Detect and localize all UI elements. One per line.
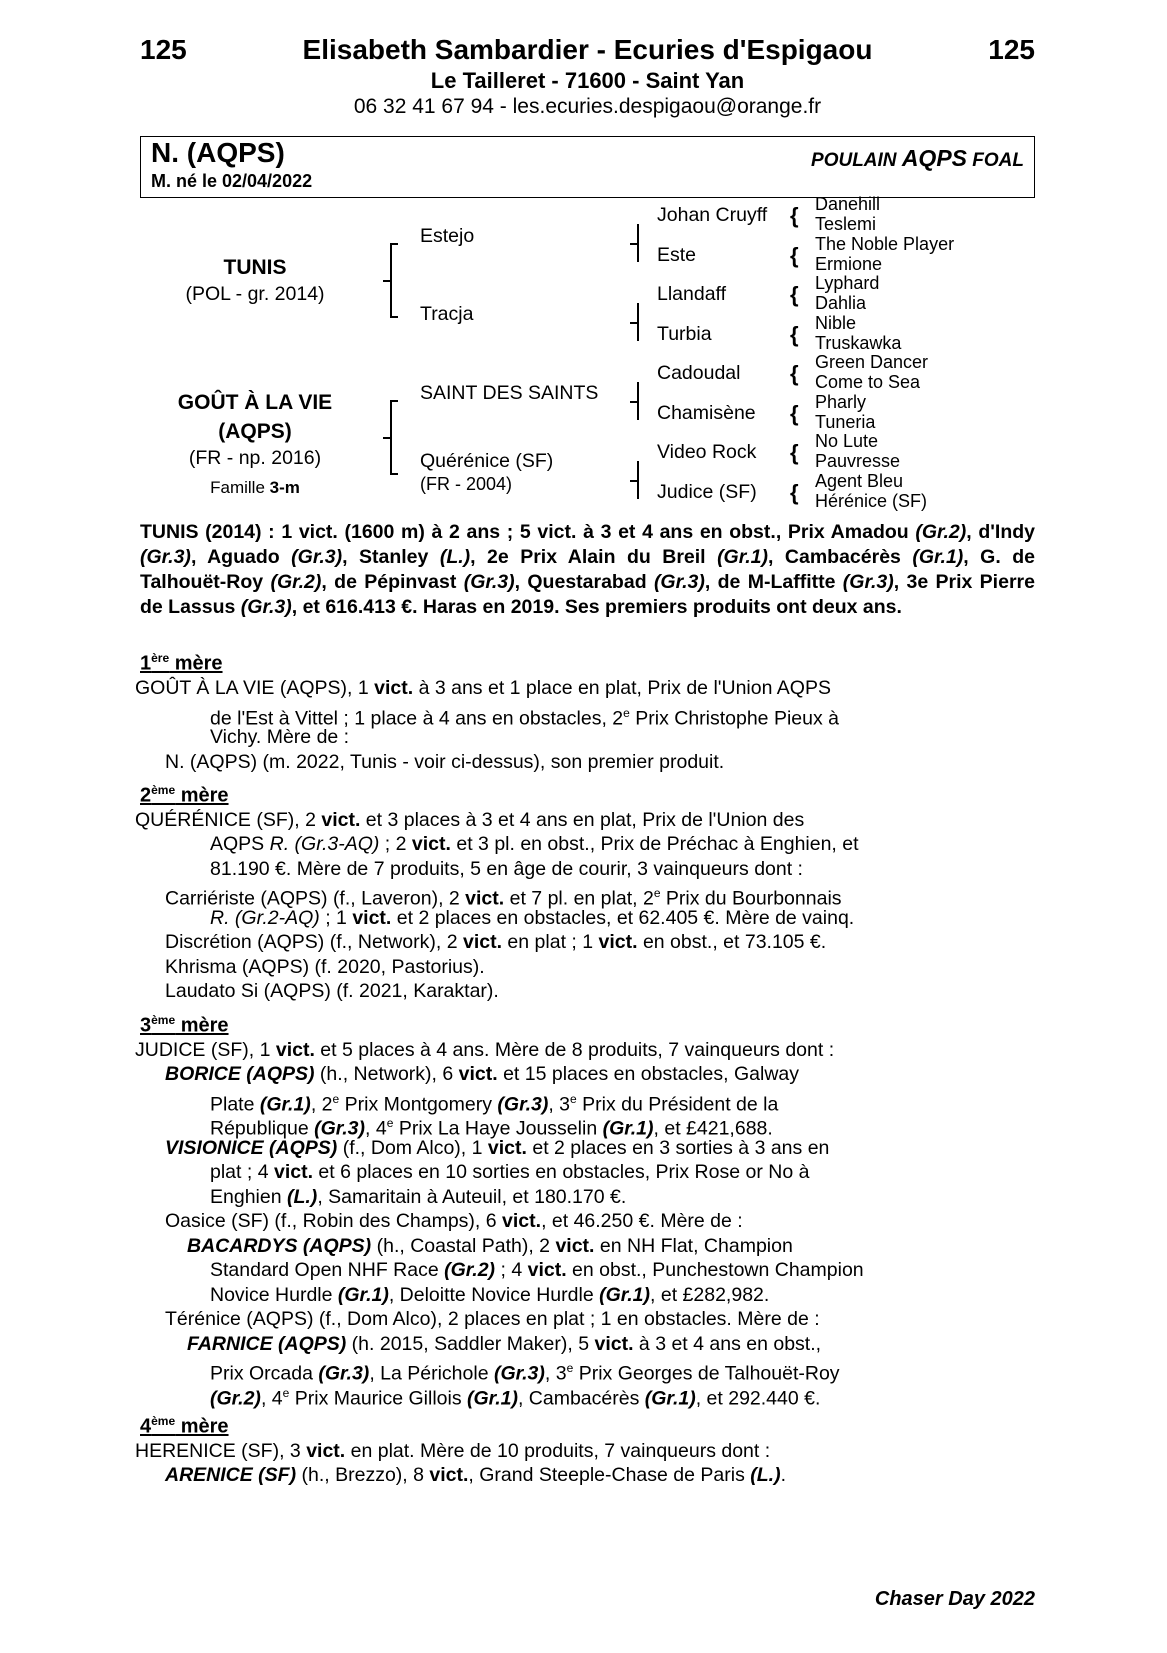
section-third-dam: 3ème mère: [140, 1013, 229, 1037]
ped-gen3: Este: [657, 244, 697, 266]
second-dam-line: 81.190 €. Mère de 7 produits, 5 en âge de courir, 3 vainqueurs dont :: [210, 858, 803, 880]
bracket-tick: [630, 322, 638, 324]
ped-gen4: No Lute: [815, 431, 879, 451]
stallion-description: TUNIS (2014) : 1 vict. (1600 m) à 2 ans ; 5 vict. à 3 et 4 ans en obst., Prix Amadou (Gr.2), d'Indy (Gr.3), Aguado (Gr.3), Stanley (L.), 2e Prix Alain du Breil (Gr.1), Cambacérès (Gr.1), G. de Talhouët-Roy (Gr.2), de Pépinvast (Gr.3), Questarabad (Gr.3), de M-Laffitte (Gr.3), 3e Prix Pierre de Lassus (Gr.3), et 616.413 €. Haras en 2019. Ses premiers produits ont deux ans.: [140, 521, 1035, 618]
produce-line: Standard Open NHF Race (Gr.2) ; 4 vict. en obst., Punchestown Champion: [210, 1259, 864, 1281]
produce-line: Enghien (L.), Samaritain à Auteuil, et 180.170 €.: [210, 1186, 627, 1208]
second-dam-line: AQPS R. (Gr.3-AQ) ; 2 vict. et 3 pl. en obst., Prix de Préchac à Enghien, et: [210, 833, 859, 855]
dam-sire: SAINT DES SAINTS: [420, 382, 599, 404]
sire-detail: (POL - gr. 2014): [185, 283, 325, 305]
third-dam-line: JUDICE (SF), 1 vict. et 5 places à 4 ans. Mère de 8 produits, 7 vainqueurs dont :: [135, 1039, 835, 1061]
ped-gen3: Llandaff: [657, 283, 727, 305]
consignor-title: Elisabeth Sambardier - Ecuries d'Espigaou: [302, 34, 873, 65]
first-dam-line: Vichy. Mère de :: [210, 726, 350, 748]
produce-line: BACARDYS (AQPS) (h., Coastal Path), 2 vict. en NH Flat, Champion: [187, 1235, 793, 1257]
ped-gen3: Cadoudal: [657, 362, 741, 384]
ped-gen4: Lyphard: [815, 273, 880, 293]
bracket-glyph: {: [790, 361, 799, 386]
produce-line: BORICE (AQPS) (h., Network), 6 vict. et 15 places en obstacles, Galway: [165, 1063, 800, 1085]
bracket-glyph: {: [790, 401, 799, 426]
produce-line: Térénice (AQPS) (f., Dom Alco), 2 places en plat ; 1 en obstacles. Mère de :: [165, 1308, 820, 1330]
produce-line: FARNICE (AQPS) (h. 2015, Saddler Maker), 5 vict. à 3 et 4 ans en obst.,: [187, 1333, 822, 1355]
produce-line: Novice Hurdle (Gr.1), Deloitte Novice Hurdle (Gr.1), et £282,982.: [210, 1284, 770, 1306]
produce-line: N. (AQPS) (m. 2022, Tunis - voir ci-dessus), son premier produit.: [165, 751, 725, 773]
produce-line: Oasice (SF) (f., Robin des Champs), 6 vict., et 46.250 €. Mère de :: [165, 1210, 743, 1232]
fourth-dam-line: HERENICE (SF), 3 vict. en plat. Mère de 10 produits, 7 vainqueurs dont :: [135, 1440, 771, 1462]
sire-dam: Tracja: [420, 303, 474, 325]
ped-gen4: Teslemi: [815, 214, 877, 234]
dam-name-2: (AQPS): [218, 420, 292, 443]
produce-line: VISIONICE (AQPS) (f., Dom Alco), 1 vict. et 2 places en 3 sorties à 3 ans en: [165, 1137, 830, 1159]
bracket-glyph: {: [790, 282, 799, 307]
bracket-tick: [383, 437, 391, 439]
produce-line: Carriériste (AQPS) (f., Laveron), 2 vict. et 7 pl. en plat, 2e Prix du Bourbonnais: [165, 886, 842, 910]
ped-gen4: Come to Sea: [815, 372, 921, 392]
header-title-row: [140, 34, 1035, 66]
bracket-tick: [390, 400, 398, 402]
ped-gen3: Video Rock: [657, 441, 757, 463]
ped-gen3: Turbia: [657, 323, 712, 345]
footer-sale-name: Chaser Day 2022: [874, 1588, 1035, 1610]
produce-line: (Gr.2), 4e Prix Maurice Gillois (Gr.1), Cambacérès (Gr.1), et 292.440 €.: [210, 1386, 821, 1410]
produce-line: Discrétion (AQPS) (f., Network), 2 vict. en plat ; 1 vict. en obst., et 73.105 €.: [165, 931, 827, 953]
ped-gen4: The Noble Player: [815, 234, 955, 254]
bracket-tick: [630, 480, 638, 482]
consignor-address: Le Tailleret - 71600 - Saint Yan: [430, 68, 745, 93]
dam-dam-detail: (FR - 2004): [420, 474, 513, 494]
ped-gen4: Ermione: [815, 254, 883, 274]
bracket-glyph: {: [790, 203, 799, 228]
bracket-tick: [390, 316, 398, 318]
ped-gen3: Judice (SF): [657, 481, 757, 503]
ped-gen4: Danehill: [815, 194, 881, 214]
first-dam-line: de l'Est à Vittel ; 1 place à 4 ans en obstacles, 2e Prix Christophe Pieux à: [210, 706, 839, 730]
bracket-glyph: {: [790, 243, 799, 268]
ped-gen4: Truskawka: [815, 333, 902, 353]
bracket-glyph: {: [790, 440, 799, 465]
produce-line: ARENICE (SF) (h., Brezzo), 8 vict., Grand Steeple-Chase de Paris (L.).: [165, 1464, 786, 1486]
produce-line: Prix Orcada (Gr.3), La Périchole (Gr.3), 3e Prix Georges de Talhouët-Roy: [210, 1361, 840, 1385]
bracket-glyph: {: [790, 322, 799, 347]
ped-gen4: Pharly: [815, 392, 867, 412]
produce-line: Khrisma (AQPS) (f. 2020, Pastorius).: [165, 956, 485, 978]
lot-number-left: 125: [140, 34, 187, 65]
ped-gen4: Agent Bleu: [815, 471, 904, 491]
produce-line: Laudato Si (AQPS) (f. 2021, Karaktar).: [165, 980, 499, 1002]
produce-line: Plate (Gr.1), 2e Prix Montgomery (Gr.3), 3e Prix du Président de la: [210, 1092, 779, 1116]
second-dam-line: QUÉRÉNICE (SF), 2 vict. et 3 places à 3 et 4 ans en plat, Prix de l'Union des: [135, 809, 805, 831]
foal-name: N. (AQPS): [151, 137, 285, 168]
dam-dam: Quérénice (SF): [420, 450, 554, 472]
ped-gen4: Green Dancer: [815, 352, 929, 372]
produce-line: République (Gr.3), 4e Prix La Haye Jousselin (Gr.1), et £421,688.: [210, 1116, 773, 1140]
bracket-tick: [390, 243, 398, 245]
produce-line: plat ; 4 vict. et 6 places en 10 sorties en obstacles, Prix Rose or No à: [210, 1161, 810, 1183]
bracket-tick: [630, 401, 638, 403]
first-dam-line: GOÛT À LA VIE (AQPS), 1 vict. à 3 ans et 1 place en plat, Prix de l'Union AQPS: [135, 677, 831, 699]
consignor-contact: 06 32 41 67 94 - les.ecuries.despigaou@orange.fr: [353, 95, 822, 118]
produce-line: R. (Gr.2-AQ) ; 1 vict. et 2 places en obstacles, et 62.405 €. Mère de vainq.: [210, 907, 855, 929]
ped-gen4: Hérénice (SF): [815, 491, 928, 511]
section-fourth-dam: 4ème mère: [140, 1414, 229, 1438]
foal-birth: M. né le 02/04/2022: [151, 171, 313, 191]
bracket-tick: [383, 280, 391, 282]
bracket-tick: [630, 243, 638, 245]
section-first-dam: 1ère mère: [140, 651, 223, 675]
ped-gen3: Johan Cruyff: [657, 204, 768, 226]
lot-number-right: 125: [988, 34, 1035, 65]
ped-gen4: Nible: [815, 313, 857, 333]
sire-sire: Estejo: [420, 225, 475, 247]
ped-gen4: Dahlia: [815, 293, 867, 313]
ped-gen4: Pauvresse: [815, 451, 901, 471]
foal-box: [140, 136, 1035, 198]
ped-gen4: Tuneria: [815, 412, 876, 432]
bracket-glyph: {: [790, 480, 799, 505]
bracket-tick: [390, 473, 398, 475]
ped-gen3: Chamisène: [657, 402, 756, 424]
section-second-dam: 2ème mère: [140, 783, 229, 807]
foal-type: POULAIN AQPS FOAL: [811, 145, 1024, 171]
dam-family: Famille 3-m: [210, 478, 300, 497]
sire-name: TUNIS: [223, 256, 287, 279]
dam-name-1: GOÛT À LA VIE: [177, 391, 333, 414]
dam-detail: (FR - np. 2016): [188, 447, 322, 469]
